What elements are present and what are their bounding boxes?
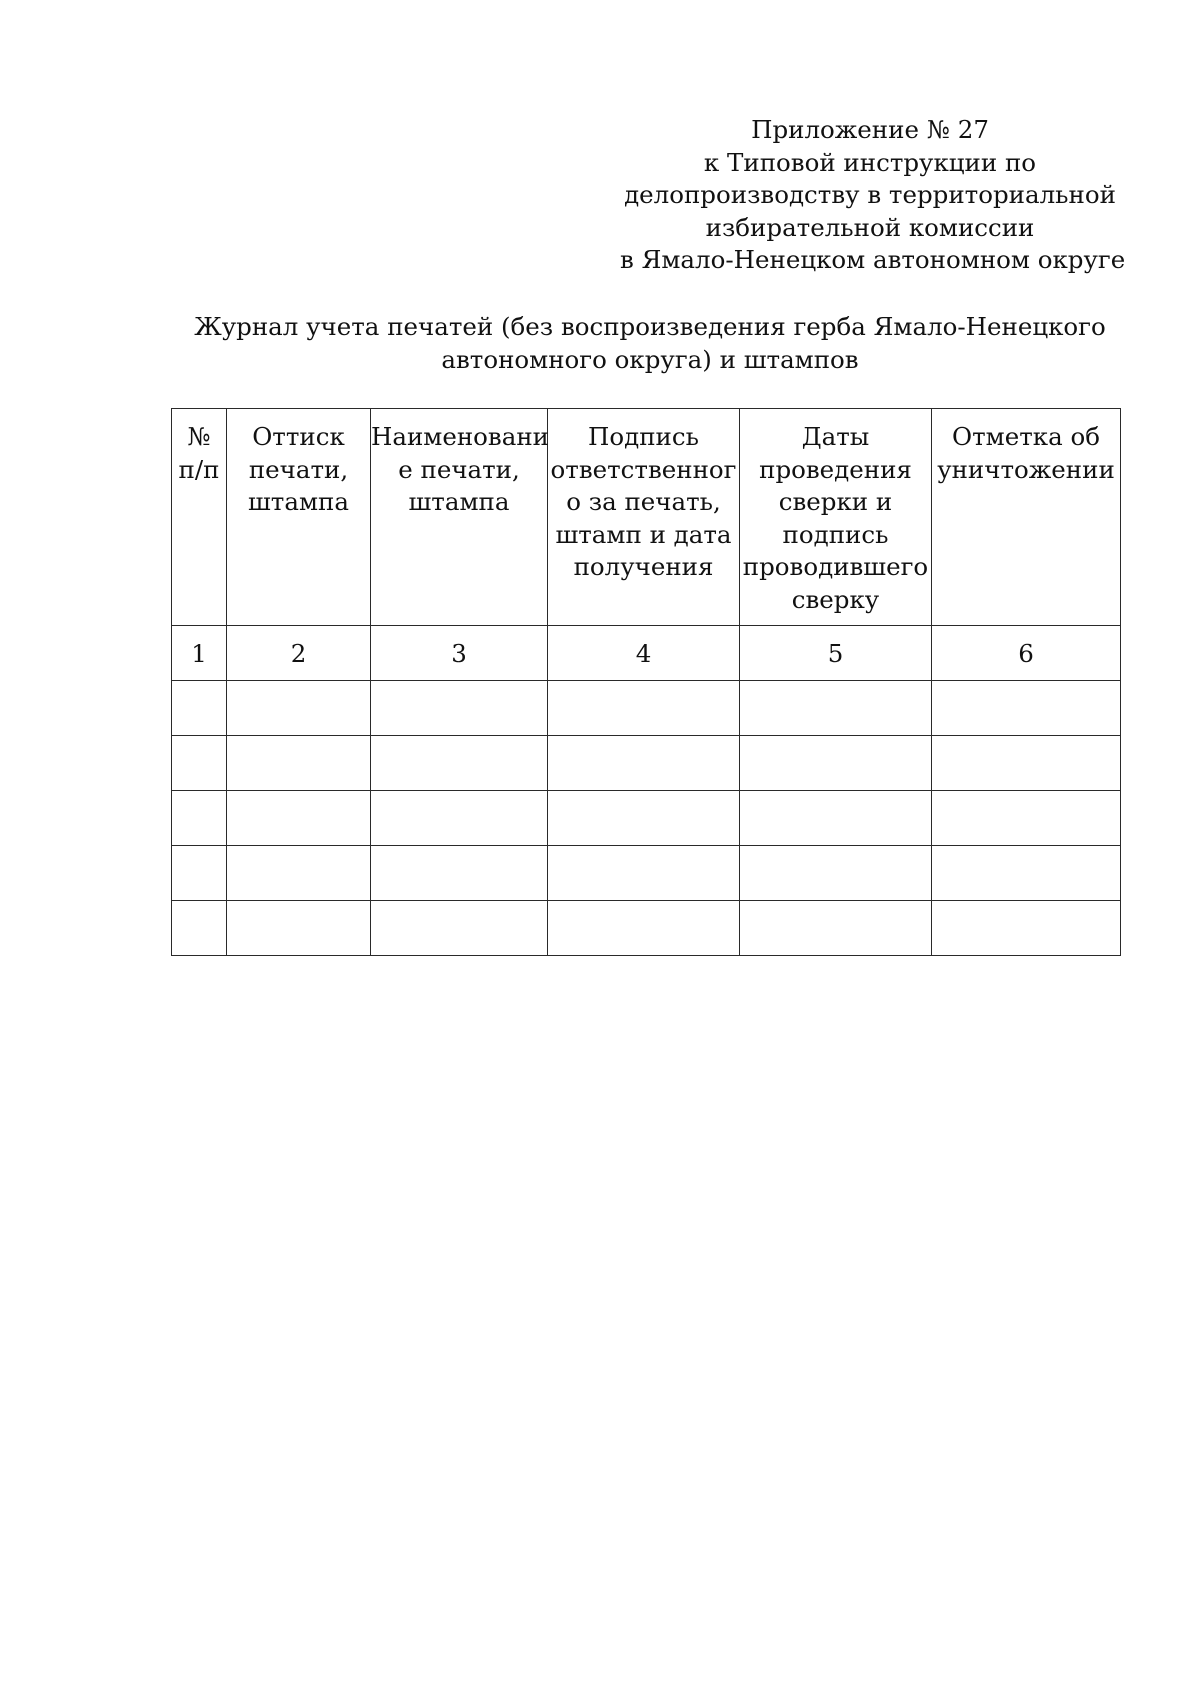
table-row — [172, 681, 1121, 736]
table-cell — [740, 846, 932, 901]
column-header — [371, 409, 548, 626]
table-row — [172, 901, 1121, 956]
table-cell — [932, 901, 1121, 956]
table-cell — [371, 791, 548, 846]
column-header-line: проведения — [759, 454, 912, 484]
table-row — [172, 791, 1121, 846]
column-header-line: штампа — [408, 487, 510, 516]
column-header-line: № — [187, 422, 211, 451]
column-header-line: Наименовани — [371, 422, 549, 451]
column-header-line: Подпись — [588, 422, 699, 451]
table-body — [172, 626, 1121, 956]
table-cell — [740, 681, 932, 736]
table-cell — [227, 791, 371, 846]
column-header-line: Отметка об — [952, 422, 1100, 451]
table-cell — [548, 736, 740, 791]
column-header — [227, 409, 371, 626]
table-cell — [548, 681, 740, 736]
table-cell — [548, 901, 740, 956]
table-cell — [371, 901, 548, 956]
table-cell — [371, 736, 548, 791]
table-row — [172, 736, 1121, 791]
column-number-cell: 3 — [371, 626, 548, 681]
table-row — [172, 846, 1121, 901]
column-header-line: проводившего — [742, 552, 929, 581]
table-cell — [548, 846, 740, 901]
column-header-line: штампа — [248, 487, 349, 516]
table-cell — [371, 681, 548, 736]
column-number-cell: 2 — [227, 626, 371, 681]
column-header-line: сверку — [791, 584, 880, 614]
column-number-cell: 1 — [172, 626, 227, 681]
table-cell — [548, 791, 740, 846]
table-cell — [172, 901, 227, 956]
table-cell — [932, 846, 1121, 901]
column-header-line: получения — [573, 552, 714, 581]
appendix-note — [620, 114, 1126, 277]
table-cell — [932, 791, 1121, 846]
table-cell — [172, 681, 227, 736]
table-cell — [172, 791, 227, 846]
column-number-cell: 6 — [932, 626, 1121, 681]
column-header-line: подпись — [782, 519, 889, 549]
document-title-line: Журнал учета печатей (без воспроизведения герба Ямало-Ненецкого — [194, 312, 1106, 341]
table-cell — [172, 846, 227, 901]
appendix-line: к Типовой инструкции по — [703, 147, 1037, 177]
table-cell — [932, 736, 1121, 791]
column-header — [740, 409, 932, 626]
table-cell — [227, 681, 371, 736]
table-cell — [932, 681, 1121, 736]
table-cell — [371, 846, 548, 901]
table-cell — [740, 736, 932, 791]
appendix-line: Приложение № 27 — [751, 115, 989, 144]
document-title — [150, 310, 1150, 376]
column-header-line: о за печать, — [566, 487, 721, 516]
column-header-line: печати, — [248, 454, 349, 484]
column-header-line: сверки и — [778, 487, 893, 516]
column-header-line: уничтожении — [937, 454, 1115, 484]
column-header-line: Даты — [801, 422, 870, 451]
appendix-line: делопроизводству в территориальной — [624, 180, 1116, 209]
column-header-line: Оттиск — [252, 422, 345, 451]
table-cell — [227, 846, 371, 901]
column-header-line: ответственног — [550, 454, 737, 484]
table-cell — [740, 901, 932, 956]
column-header-line: п/п — [178, 454, 220, 484]
appendix-line: избирательной комиссии — [705, 212, 1035, 242]
table-header-row — [172, 409, 1121, 626]
table-cell — [227, 901, 371, 956]
table-cell — [740, 791, 932, 846]
seals-journal-table — [171, 408, 1121, 956]
column-header — [172, 409, 227, 626]
appendix-line: в Ямало-Ненецком автономном округе — [620, 245, 1126, 274]
column-number-cell: 5 — [740, 626, 932, 681]
column-header — [932, 409, 1121, 626]
table-cell — [227, 736, 371, 791]
column-header-line: е печати, — [398, 454, 520, 484]
column-header — [548, 409, 740, 626]
column-number-cell: 4 — [548, 626, 740, 681]
column-numbers-row — [172, 626, 1121, 681]
document-title-line: автономного округа) и штампов — [441, 345, 859, 374]
column-header-line: штамп и дата — [555, 519, 732, 549]
table-cell — [172, 736, 227, 791]
